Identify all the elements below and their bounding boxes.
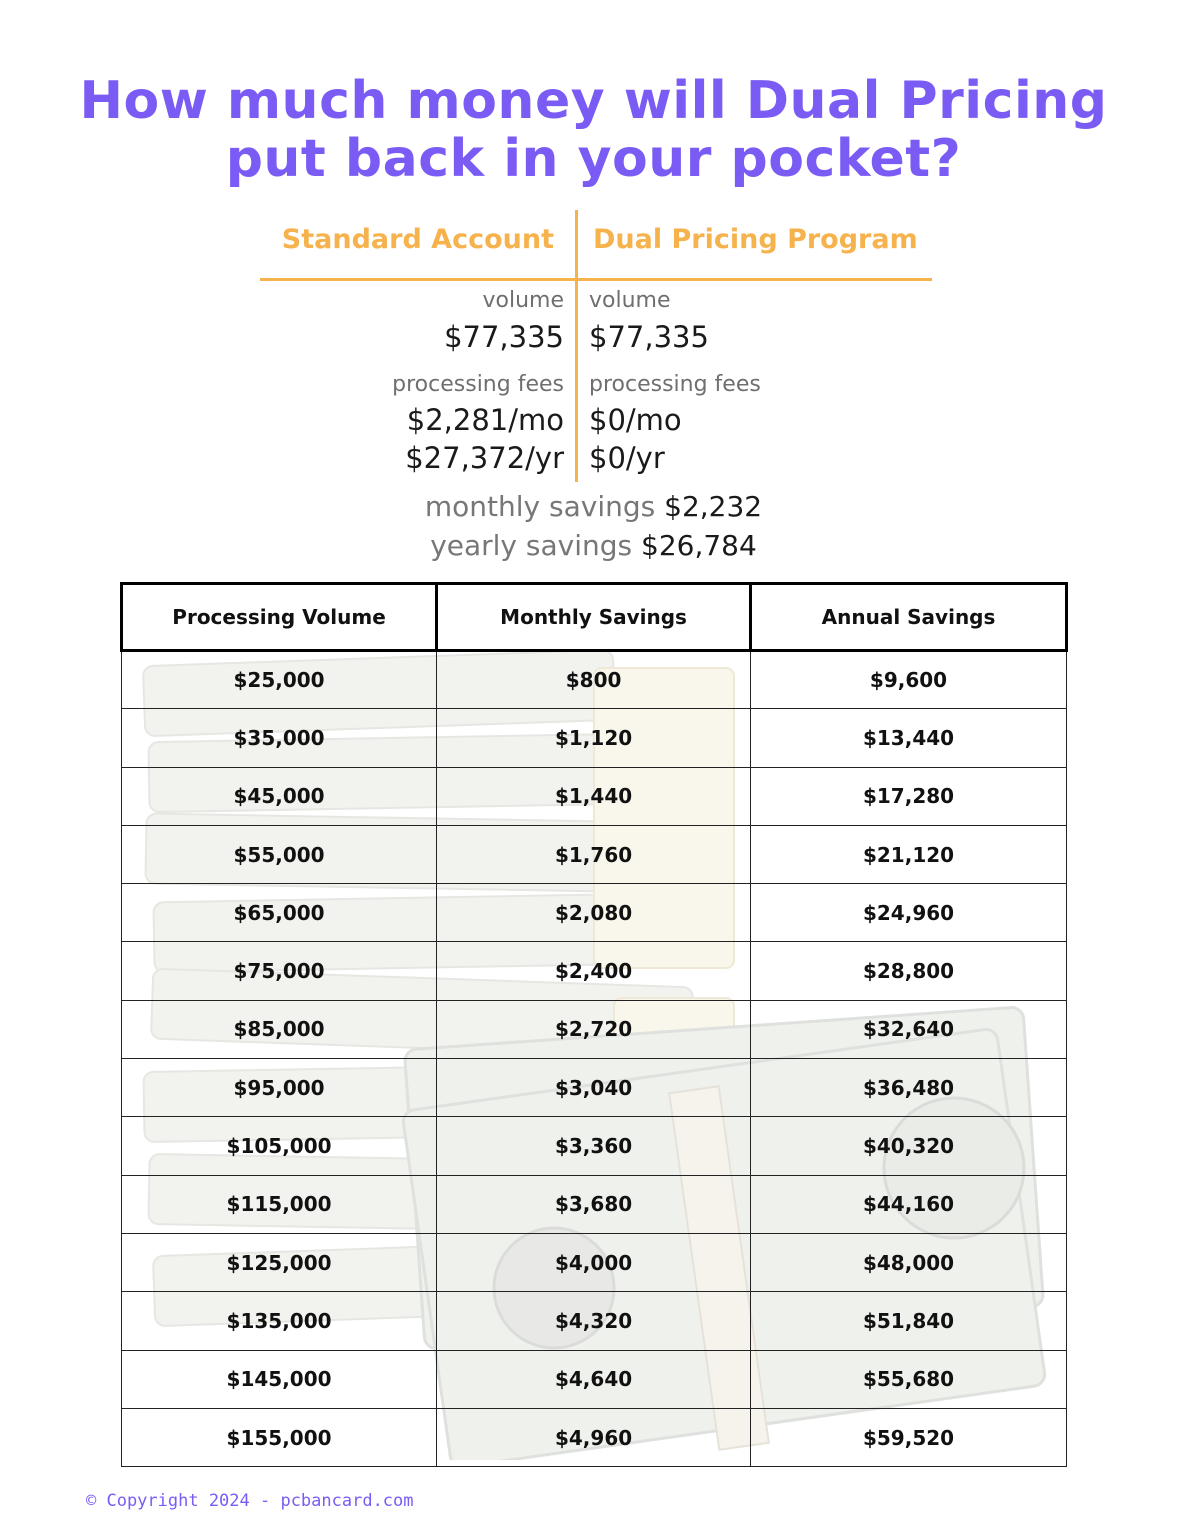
annual-cell: $48,000 <box>751 1233 1067 1291</box>
volume-cell: $85,000 <box>122 1000 437 1058</box>
standard-volume-value: $77,335 <box>444 320 564 354</box>
annual-cell: $24,960 <box>751 884 1067 942</box>
horizontal-divider <box>260 278 932 281</box>
header-processing-volume: Processing Volume <box>122 584 437 651</box>
monthly-cell: $3,040 <box>437 1059 751 1117</box>
dual-volume-value: $77,335 <box>589 320 709 354</box>
monthly-cell: $2,400 <box>437 942 751 1000</box>
table-row <box>122 1408 1067 1466</box>
yearly-savings-value: $26,784 <box>641 529 757 562</box>
annual-cell: $44,160 <box>751 1175 1067 1233</box>
dual-fees-label: processing fees <box>589 372 761 397</box>
volume-cell: $155,000 <box>122 1408 437 1466</box>
volume-cell: $25,000 <box>122 651 437 709</box>
annual-cell: $40,320 <box>751 1117 1067 1175</box>
annual-cell: $32,640 <box>751 1000 1067 1058</box>
table-row <box>122 1292 1067 1350</box>
yearly-savings-label: yearly savings <box>430 529 633 562</box>
volume-cell: $105,000 <box>122 1117 437 1175</box>
annual-cell: $55,680 <box>751 1350 1067 1408</box>
header-monthly-savings: Monthly Savings <box>437 584 751 651</box>
table-row <box>122 825 1067 883</box>
monthly-cell: $4,640 <box>437 1350 751 1408</box>
standard-volume-label: volume <box>482 288 564 313</box>
annual-cell: $28,800 <box>751 942 1067 1000</box>
monthly-cell: $1,760 <box>437 825 751 883</box>
volume-cell: $75,000 <box>122 942 437 1000</box>
standard-yearly-fee: $27,372/yr <box>405 441 564 475</box>
monthly-cell: $3,360 <box>437 1117 751 1175</box>
volume-cell: $45,000 <box>122 767 437 825</box>
monthly-cell: $3,680 <box>437 1175 751 1233</box>
page-title <box>0 72 1187 188</box>
volume-cell: $125,000 <box>122 1233 437 1291</box>
volume-cell: $145,000 <box>122 1350 437 1408</box>
table-row <box>122 1233 1067 1291</box>
monthly-savings-label: monthly savings <box>424 490 656 523</box>
title-line-2: put back in your pocket? <box>225 129 962 189</box>
annual-cell: $13,440 <box>751 709 1067 767</box>
monthly-cell: $4,320 <box>437 1292 751 1350</box>
monthly-cell: $1,440 <box>437 767 751 825</box>
monthly-cell: $4,000 <box>437 1233 751 1291</box>
annual-cell: $21,120 <box>751 825 1067 883</box>
monthly-cell: $1,120 <box>437 709 751 767</box>
table-row <box>122 1000 1067 1058</box>
monthly-cell: $4,960 <box>437 1408 751 1466</box>
volume-cell: $55,000 <box>122 825 437 883</box>
annual-cell: $51,840 <box>751 1292 1067 1350</box>
dual-monthly-fee: $0/mo <box>589 403 682 437</box>
yearly-savings-line <box>0 529 1187 562</box>
table-row <box>122 1350 1067 1408</box>
standard-monthly-fee: $2,281/mo <box>406 403 564 437</box>
monthly-cell: $2,080 <box>437 884 751 942</box>
table-row <box>122 884 1067 942</box>
header-annual-savings: Annual Savings <box>751 584 1067 651</box>
dual-pricing-header: Dual Pricing Program <box>593 224 918 255</box>
monthly-cell: $2,720 <box>437 1000 751 1058</box>
table-row <box>122 942 1067 1000</box>
comparison-panel <box>260 210 932 485</box>
dual-volume-label: volume <box>589 288 671 313</box>
annual-cell: $9,600 <box>751 651 1067 709</box>
dual-yearly-fee: $0/yr <box>589 441 665 475</box>
savings-table-container <box>120 582 1068 1465</box>
table-row <box>122 1117 1067 1175</box>
annual-cell: $17,280 <box>751 767 1067 825</box>
title-line-1: How much money will Dual Pricing <box>79 71 1108 131</box>
volume-cell: $135,000 <box>122 1292 437 1350</box>
volume-cell: $95,000 <box>122 1059 437 1117</box>
annual-cell: $36,480 <box>751 1059 1067 1117</box>
volume-cell: $65,000 <box>122 884 437 942</box>
table-row <box>122 1059 1067 1117</box>
table-row <box>122 767 1067 825</box>
table-row <box>122 1175 1067 1233</box>
table-header-row <box>122 584 1067 651</box>
annual-cell: $59,520 <box>751 1408 1067 1466</box>
monthly-savings-value: $2,232 <box>664 490 763 523</box>
volume-cell: $35,000 <box>122 709 437 767</box>
volume-cell: $115,000 <box>122 1175 437 1233</box>
table-row <box>122 709 1067 767</box>
standard-account-header: Standard Account <box>281 224 554 255</box>
monthly-savings-line <box>0 490 1187 523</box>
monthly-cell: $800 <box>437 651 751 709</box>
savings-table <box>120 582 1068 1467</box>
standard-fees-label: processing fees <box>392 372 564 397</box>
table-row <box>122 651 1067 709</box>
vertical-divider <box>575 210 578 482</box>
copyright-footer: © Copyright 2024 - pcbancard.com <box>86 1491 414 1511</box>
